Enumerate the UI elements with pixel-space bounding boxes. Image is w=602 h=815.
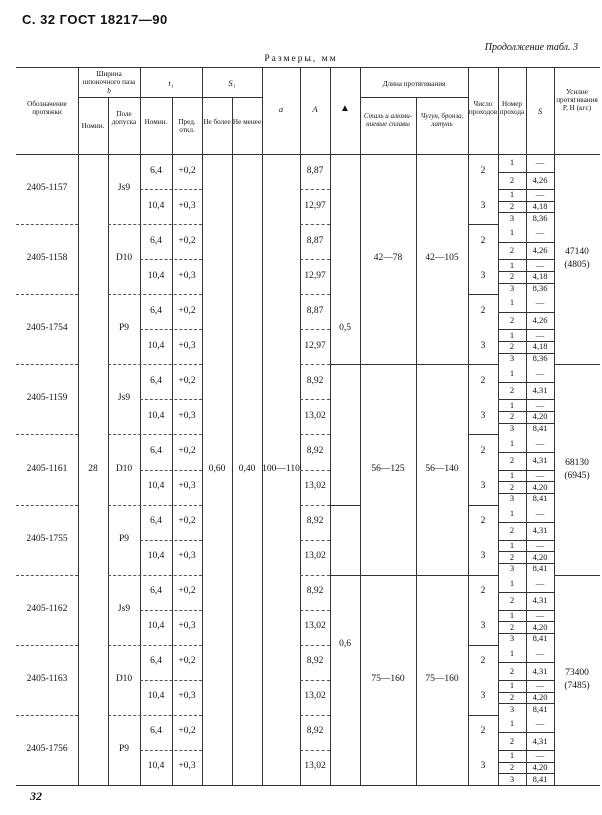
- group-rule: [554, 364, 600, 365]
- passes-count: 2: [480, 586, 486, 597]
- t1-nominal: 10,4: [147, 481, 165, 492]
- length-iron-value: 56—140: [425, 463, 459, 474]
- pass-S-value: 8,36: [532, 212, 548, 223]
- pass-S-value: 4,26: [532, 174, 548, 185]
- A-value: 8,92: [306, 375, 324, 386]
- dashed-rule: [300, 259, 330, 260]
- dashed-rule: [300, 399, 330, 400]
- tool-designation: 2405-1163: [26, 673, 68, 684]
- pass-S-value: 4,31: [532, 735, 548, 746]
- passes-count: 3: [480, 270, 486, 281]
- pass-S-value: 8,41: [532, 493, 548, 504]
- A-value: 8,92: [306, 586, 324, 597]
- triangle-value: 0,6: [339, 638, 351, 649]
- dashed-rule: [300, 434, 330, 435]
- pass-number: 3: [509, 282, 515, 293]
- pass-number: 2: [509, 481, 515, 492]
- tolerance-field: D10: [115, 463, 133, 474]
- pass-number: 1: [509, 750, 515, 761]
- triangle-value: 0,5: [339, 323, 351, 334]
- col-t1-dev-header: Пред. откл.: [178, 118, 196, 134]
- pass-group-rule: [468, 434, 498, 435]
- t1-deviation: +0,2: [178, 235, 196, 246]
- passes-count: 2: [480, 516, 486, 527]
- tool-designation: 2405-1157: [26, 183, 68, 194]
- pass-rule: [498, 662, 554, 663]
- A-value: 8,87: [306, 165, 324, 176]
- pass-S-value: 4,26: [532, 244, 548, 255]
- passes-count: 3: [480, 761, 486, 772]
- pass-rule: [498, 242, 554, 243]
- t1-deviation: +0,3: [178, 270, 196, 281]
- t1-deviation: +0,2: [178, 165, 196, 176]
- t1-deviation: +0,2: [178, 305, 196, 316]
- pass-S-value: 4,18: [532, 271, 548, 282]
- pass-number: 1: [509, 577, 515, 588]
- pass-number: 1: [509, 297, 515, 308]
- pass-S-value: —: [535, 648, 545, 659]
- pass-S-value: —: [535, 399, 545, 410]
- pass-number: 2: [509, 244, 515, 255]
- length-iron-value: 75—160: [425, 673, 459, 684]
- pass-number: 2: [509, 735, 515, 746]
- pass-S-value: —: [535, 718, 545, 729]
- A-value: 12,97: [304, 340, 326, 351]
- pass-S-value: 4,20: [532, 761, 548, 772]
- tool-designation: 2405-1755: [26, 533, 68, 544]
- dashed-rule: [16, 505, 78, 506]
- A-value: 8,92: [306, 445, 324, 456]
- pass-S-value: —: [535, 297, 545, 308]
- length-steel-value: 42—78: [373, 253, 403, 264]
- t1-nominal: 10,4: [147, 761, 165, 772]
- triangle-rule: [330, 505, 360, 506]
- pass-S-value: 4,31: [532, 525, 548, 536]
- pass-number: 3: [509, 212, 515, 223]
- pass-S-value: 4,20: [532, 621, 548, 632]
- pass-rule: [498, 522, 554, 523]
- tolerance-field: Js9: [117, 393, 131, 404]
- pass-number: 1: [509, 157, 515, 168]
- col-field-header: Поле допуска: [111, 110, 137, 126]
- tolerance-field: D10: [115, 673, 133, 684]
- dashed-rule: [140, 470, 202, 471]
- t1-nominal: 6,4: [150, 305, 162, 316]
- pass-S-value: 4,18: [532, 201, 548, 212]
- dashed-rule: [140, 680, 202, 681]
- t1-nominal: 10,4: [147, 200, 165, 211]
- pass-S-value: 4,20: [532, 481, 548, 492]
- pass-group-rule: [468, 294, 498, 295]
- dashed-rule: [300, 470, 330, 471]
- passes-count: 3: [480, 200, 486, 211]
- col-s1-header: S₁: [228, 78, 236, 88]
- pass-S-value: —: [535, 507, 545, 518]
- pass-group-rule: [468, 715, 498, 716]
- passes-count: 2: [480, 165, 486, 176]
- t1-deviation: +0,2: [178, 516, 196, 527]
- tolerance-field: Js9: [117, 603, 131, 614]
- col-s1-min-header: Не менее: [232, 118, 262, 126]
- col-nominal-header: Номин.: [81, 122, 105, 130]
- continuation-note: Продолжение табл. 3: [484, 42, 578, 53]
- force-value: 47140: [565, 247, 589, 258]
- pass-S-value: —: [535, 469, 545, 480]
- length-steel-value: 75—160: [371, 673, 405, 684]
- A-value: 8,87: [306, 235, 324, 246]
- pass-number: 2: [509, 271, 515, 282]
- dashed-rule: [300, 680, 330, 681]
- col-t1-header: t₁: [168, 78, 174, 88]
- pass-S-value: 4,31: [532, 455, 548, 466]
- width-group-rule: [78, 97, 140, 98]
- table-bottom-rule: [16, 785, 600, 786]
- pass-number: 2: [509, 691, 515, 702]
- dashed-rule: [300, 750, 330, 751]
- dashed-rule: [140, 259, 202, 260]
- pass-number: 2: [509, 621, 515, 632]
- dashed-rule: [140, 329, 202, 330]
- pass-number: 1: [509, 399, 515, 410]
- pass-S-value: 8,36: [532, 352, 548, 363]
- tool-designation: 2405-1161: [26, 463, 68, 474]
- passes-count: 2: [480, 656, 486, 667]
- dashed-rule: [300, 294, 330, 295]
- tool-designation: 2405-1159: [26, 393, 68, 404]
- pass-number: 1: [509, 227, 515, 238]
- pass-number: 2: [509, 595, 515, 606]
- pass-rule: [498, 172, 554, 173]
- pass-S-value: 8,41: [532, 773, 548, 784]
- passes-count: 3: [480, 481, 486, 492]
- A-value: 13,02: [304, 551, 326, 562]
- pass-number: 3: [509, 633, 515, 644]
- dashed-rule: [108, 364, 202, 365]
- pass-rule: [498, 732, 554, 733]
- t1-deviation: +0,2: [178, 375, 196, 386]
- col-t1-nom-header: Номин.: [144, 118, 168, 126]
- pass-S-value: —: [535, 329, 545, 340]
- t1-nominal: 10,4: [147, 410, 165, 421]
- pass-number: 1: [509, 437, 515, 448]
- pass-number: 3: [509, 423, 515, 434]
- pass-number: 2: [509, 551, 515, 562]
- pass-S-value: —: [535, 189, 545, 200]
- passes-count: 2: [480, 235, 486, 246]
- dashed-rule: [140, 750, 202, 751]
- col-width-b-header: b: [107, 87, 111, 95]
- force-kgs-value: (6945): [564, 470, 590, 481]
- dashed-rule: [140, 610, 202, 611]
- length-iron-value: 42—105: [425, 253, 459, 264]
- pass-S-value: —: [535, 157, 545, 168]
- column-rule: [232, 97, 233, 785]
- pass-S-value: —: [535, 539, 545, 550]
- t1-deviation: +0,3: [178, 551, 196, 562]
- pass-number: 1: [509, 648, 515, 659]
- pass-S-value: —: [535, 259, 545, 270]
- passes-count: 3: [480, 621, 486, 632]
- col-width-header: Ширина шпоночного паза: [82, 70, 136, 86]
- pass-number: 3: [509, 493, 515, 504]
- t1-nominal: 6,4: [150, 375, 162, 386]
- A-value: 8,92: [306, 656, 324, 667]
- dashed-rule: [300, 329, 330, 330]
- passes-count: 3: [480, 691, 486, 702]
- t1-nominal: 6,4: [150, 586, 162, 597]
- t1-deviation: +0,3: [178, 761, 196, 772]
- pass-number: 1: [509, 329, 515, 340]
- tolerance-field: Js9: [117, 183, 131, 194]
- pass-number: 2: [509, 201, 515, 212]
- pass-number: 2: [509, 411, 515, 422]
- t1-nominal: 10,4: [147, 551, 165, 562]
- pass-S-value: —: [535, 227, 545, 238]
- dashed-rule: [108, 575, 202, 576]
- group-rule: [468, 575, 498, 576]
- dashed-rule: [300, 505, 330, 506]
- pass-rule: [498, 592, 554, 593]
- A-value: 13,02: [304, 481, 326, 492]
- dashed-rule: [300, 540, 330, 541]
- pass-number: 2: [509, 455, 515, 466]
- col-passno-header: Номер прохода: [499, 100, 525, 116]
- force-kgs-value: (4805): [564, 260, 590, 271]
- dashed-rule: [108, 505, 202, 506]
- pass-S-value: 4,18: [532, 341, 548, 352]
- tolerance-field: P9: [118, 323, 130, 334]
- A-value: 8,92: [306, 516, 324, 527]
- length-steel-value: 56—125: [371, 463, 405, 474]
- t1-nominal: 10,4: [147, 270, 165, 281]
- pass-number: 2: [509, 385, 515, 396]
- pass-rule: [498, 312, 554, 313]
- dashed-rule: [300, 575, 330, 576]
- col-A-header: A: [312, 104, 318, 114]
- group-rule: [554, 575, 600, 576]
- col-length-steel-header: Сталь и алюминиевые сплавы: [363, 112, 413, 128]
- t1-nominal: 6,4: [150, 165, 162, 176]
- pass-S-value: 8,41: [532, 703, 548, 714]
- t1-nominal: 10,4: [147, 691, 165, 702]
- dashed-rule: [108, 645, 202, 646]
- pass-number: 1: [509, 680, 515, 691]
- pass-number: 3: [509, 563, 515, 574]
- t1-deviation: +0,3: [178, 410, 196, 421]
- t1-nominal: 6,4: [150, 516, 162, 527]
- A-value: 12,97: [304, 270, 326, 281]
- t1-nominal: 10,4: [147, 621, 165, 632]
- dashed-rule: [300, 715, 330, 716]
- col-length-iron-header: Чугун, бронза, латунь: [420, 112, 464, 128]
- pass-S-value: 4,20: [532, 691, 548, 702]
- dashed-rule: [16, 715, 78, 716]
- pass-S-value: —: [535, 610, 545, 621]
- pass-group-rule: [468, 224, 498, 225]
- pass-number: 1: [509, 718, 515, 729]
- pass-number: 3: [509, 352, 515, 363]
- pass-number: 1: [509, 610, 515, 621]
- pass-S-value: —: [535, 367, 545, 378]
- dashed-rule: [16, 434, 78, 435]
- t1-nominal: 6,4: [150, 656, 162, 667]
- data-table: [16, 67, 600, 785]
- A-value: 12,97: [304, 200, 326, 211]
- passes-count: 2: [480, 305, 486, 316]
- t1-deviation: +0,2: [178, 586, 196, 597]
- A-value: 8,87: [306, 305, 324, 316]
- col-designation-header: Обозначение протяжки: [27, 100, 67, 116]
- t1-nominal: 10,4: [147, 340, 165, 351]
- t1-group-rule: [140, 97, 202, 98]
- A-value: 13,02: [304, 761, 326, 772]
- col-passes-header: Число проходов: [468, 100, 498, 116]
- pass-number: 3: [509, 703, 515, 714]
- pass-number: 2: [509, 525, 515, 536]
- pass-S-value: —: [535, 680, 545, 691]
- pass-number: 1: [509, 259, 515, 270]
- pass-S-value: 4,31: [532, 665, 548, 676]
- dashed-rule: [140, 189, 202, 190]
- pass-S-value: 4,26: [532, 315, 548, 325]
- tool-designation: 2405-1754: [26, 323, 68, 334]
- page-number: 32: [30, 789, 42, 803]
- s1-min-value: 0,40: [238, 463, 256, 474]
- group-rule: [330, 364, 468, 365]
- pass-number: 2: [509, 665, 515, 676]
- pass-number: 2: [509, 315, 515, 325]
- pass-S-value: —: [535, 750, 545, 761]
- table-top-rule: [16, 67, 600, 68]
- pass-rule: [498, 452, 554, 453]
- pass-group-rule: [468, 645, 498, 646]
- dashed-rule: [300, 224, 330, 225]
- tolerance-field: P9: [118, 743, 130, 754]
- pass-S-value: —: [535, 577, 545, 588]
- page-header: С. 32 ГОСТ 18217—90: [22, 12, 168, 27]
- pass-group-rule: [468, 505, 498, 506]
- length-group-rule: [360, 97, 468, 98]
- pass-number: 2: [509, 341, 515, 352]
- t1-deviation: +0,3: [178, 621, 196, 632]
- pass-number: 1: [509, 367, 515, 378]
- dashed-rule: [16, 645, 78, 646]
- dashed-rule: [300, 189, 330, 190]
- dashed-rule: [140, 540, 202, 541]
- tolerance-field: P9: [118, 533, 130, 544]
- sizes-label: Размеры, мм: [264, 54, 338, 64]
- dashed-rule: [16, 224, 78, 225]
- t1-deviation: +0,3: [178, 691, 196, 702]
- pass-S-value: 8,41: [532, 633, 548, 644]
- dashed-rule: [16, 364, 78, 365]
- tolerance-field: D10: [115, 253, 133, 264]
- pass-number: 1: [509, 469, 515, 480]
- col-S-header: S: [537, 106, 543, 116]
- passes-count: 2: [480, 445, 486, 456]
- t1-deviation: +0,2: [178, 445, 196, 456]
- pass-S-value: 8,36: [532, 282, 548, 293]
- passes-count: 2: [480, 375, 486, 386]
- pass-rule: [498, 382, 554, 383]
- A-value: 13,02: [304, 621, 326, 632]
- A-value: 8,92: [306, 726, 324, 737]
- column-rule: [330, 67, 331, 785]
- pass-S-value: 4,20: [532, 411, 548, 422]
- col-a-header: a: [278, 104, 284, 114]
- dashed-rule: [108, 715, 202, 716]
- A-value: 13,02: [304, 410, 326, 421]
- pass-S-value: 4,31: [532, 595, 548, 606]
- passes-count: 3: [480, 410, 486, 421]
- tool-designation: 2405-1158: [26, 253, 68, 264]
- pass-S-value: —: [535, 437, 545, 448]
- col-force-header: Усилие протягивания P, Н (кгс): [556, 88, 598, 112]
- pass-S-value: 8,41: [532, 563, 548, 574]
- dashed-rule: [108, 224, 202, 225]
- dashed-rule: [108, 294, 202, 295]
- dashed-rule: [16, 294, 78, 295]
- col-triangle-header: ▲: [340, 103, 350, 114]
- s1-max-value: 0,60: [208, 463, 226, 474]
- force-kgs-value: (7485): [564, 680, 590, 691]
- dashed-rule: [108, 434, 202, 435]
- nominal-b-value: 28: [88, 463, 98, 474]
- pass-number: 1: [509, 539, 515, 550]
- pass-S-value: 8,41: [532, 423, 548, 434]
- pass-number: 3: [509, 773, 515, 784]
- pass-number: 2: [509, 174, 515, 185]
- t1-nominal: 6,4: [150, 445, 162, 456]
- pass-number: 1: [509, 507, 515, 518]
- column-rule: [202, 67, 203, 785]
- column-rule: [262, 67, 263, 785]
- t1-deviation: +0,2: [178, 656, 196, 667]
- passes-count: 2: [480, 726, 486, 737]
- dashed-rule: [16, 575, 78, 576]
- force-value: 73400: [565, 667, 589, 678]
- col-s1-max-header: Не более: [203, 118, 231, 126]
- pass-number: 2: [509, 761, 515, 772]
- pass-S-value: 4,31: [532, 385, 548, 396]
- dashed-rule: [300, 364, 330, 365]
- pass-S-value: 4,20: [532, 551, 548, 562]
- pass-number: 1: [509, 189, 515, 200]
- t1-deviation: +0,2: [178, 726, 196, 737]
- tool-designation: 2405-1756: [26, 743, 68, 754]
- col-length-header: Длина протягивания: [382, 80, 446, 88]
- dashed-rule: [140, 399, 202, 400]
- t1-nominal: 6,4: [150, 726, 162, 737]
- group-rule: [330, 575, 468, 576]
- dashed-rule: [300, 610, 330, 611]
- tool-designation: 2405-1162: [26, 603, 68, 614]
- group-rule: [468, 364, 498, 365]
- t1-deviation: +0,3: [178, 340, 196, 351]
- header-bottom-rule: [16, 154, 600, 155]
- a-value: 100—110: [262, 463, 300, 474]
- dashed-rule: [300, 645, 330, 646]
- column-rule: [78, 67, 79, 785]
- force-value: 68130: [565, 457, 589, 468]
- t1-nominal: 6,4: [150, 235, 162, 246]
- t1-deviation: +0,3: [178, 200, 196, 211]
- passes-count: 3: [480, 551, 486, 562]
- t1-deviation: +0,3: [178, 481, 196, 492]
- A-value: 13,02: [304, 691, 326, 702]
- passes-count: 3: [480, 340, 486, 351]
